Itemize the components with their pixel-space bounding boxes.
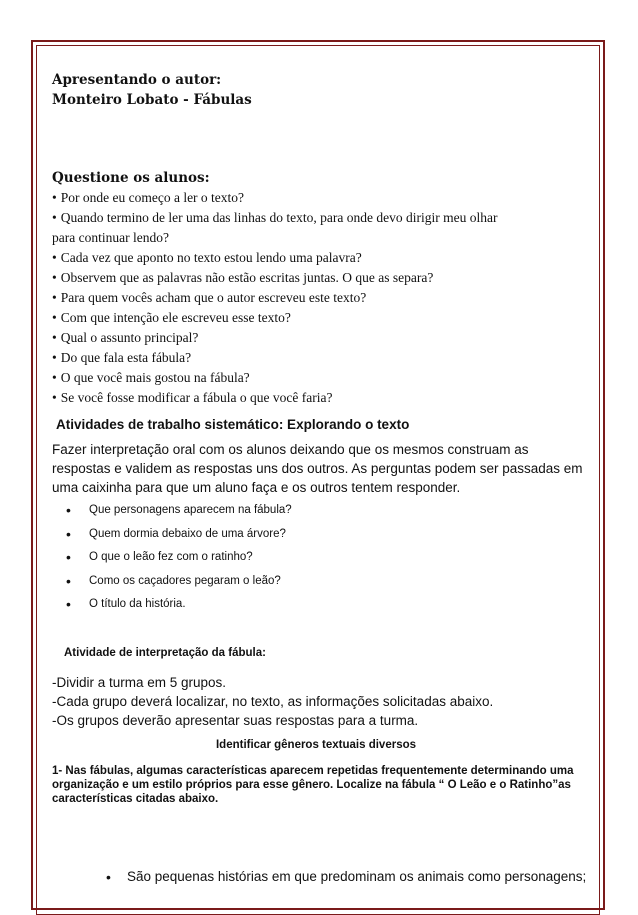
list-item: • Quem dormia debaixo de uma árvore? — [66, 523, 596, 547]
genres-item-text: São pequenas histórias em que predominam os animais como personagens; — [127, 869, 587, 884]
author-subheading: Monteiro Lobato - Fábulas — [52, 92, 252, 108]
list-item: • Como os caçadores pegaram o leão? — [66, 570, 596, 594]
list-item: • Que personagens aparecem na fábula? — [66, 499, 596, 523]
author-section — [36, 70, 596, 110]
systematic-paragraph: Fazer interpretação oral com os alunos deixando que os mesmos construam as respostas e validem as respostas uns dos outros. As perguntas podem ser passadas em uma caixinha para que um aluno faça e os outros tentem responder. — [52, 442, 583, 495]
list-item: • O que o leão fez com o ratinho? — [66, 546, 596, 570]
list-item: • Qual o assunto principal? — [52, 330, 199, 345]
genres-paragraph: 1- Nas fábulas, algumas características aparecem repetidas frequentemente determinando uma organização e um estilo próprios para esse gênero. Localize na fábula “ O Leão e o Ratinho”as características citadas abaixo. — [52, 765, 574, 805]
interpretation-line: -Dividir a turma em 5 grupos. — [52, 675, 227, 690]
list-item: • Quando termino de ler uma das linhas do texto, para onde devo dirigir meu olhar — [52, 210, 498, 225]
systematic-list — [36, 499, 596, 617]
list-item: • Observem que as palavras não estão escritas juntas. O que as separa? — [52, 270, 434, 285]
list-item: • O título da história. — [66, 593, 596, 617]
systematic-section — [36, 417, 596, 617]
genres-title: Identificar gêneros textuais diversos — [215, 739, 417, 751]
list-item: para continuar lendo? — [52, 230, 169, 245]
list-item: • Para quem vocês acham que o autor escreveu este texto? — [52, 290, 367, 305]
genres-section — [36, 739, 596, 806]
author-heading: Apresentando o autor: — [52, 72, 222, 88]
list-item: • Do que fala esta fábula? — [52, 350, 192, 365]
interpretation-section — [36, 647, 596, 730]
questions-title: Questione os alunos: — [52, 170, 210, 186]
interpretation-line: -Cada grupo deverá localizar, no texto, as informações solicitadas abaixo. — [52, 694, 494, 709]
interpretation-title: Atividade de interpretação da fábula: — [64, 647, 266, 659]
list-item: • Cada vez que aponto no texto estou lendo uma palavra? — [52, 250, 362, 265]
systematic-title: Atividades de trabalho sistemático: Explorando o texto — [56, 417, 410, 432]
list-item: • Com que intenção ele escreveu esse texto? — [52, 310, 291, 325]
list-item: • O que você mais gostou na fábula? — [52, 370, 250, 385]
list-item: • Por onde eu começo a ler o texto? — [52, 190, 245, 205]
bullet: • — [106, 869, 111, 885]
questions-list — [36, 188, 596, 408]
questions-section — [36, 168, 596, 408]
interpretation-line: -Os grupos deverão apresentar suas respostas para a turma. — [52, 713, 419, 728]
list-item: • Se você fosse modificar a fábula o que você faria? — [52, 390, 333, 405]
